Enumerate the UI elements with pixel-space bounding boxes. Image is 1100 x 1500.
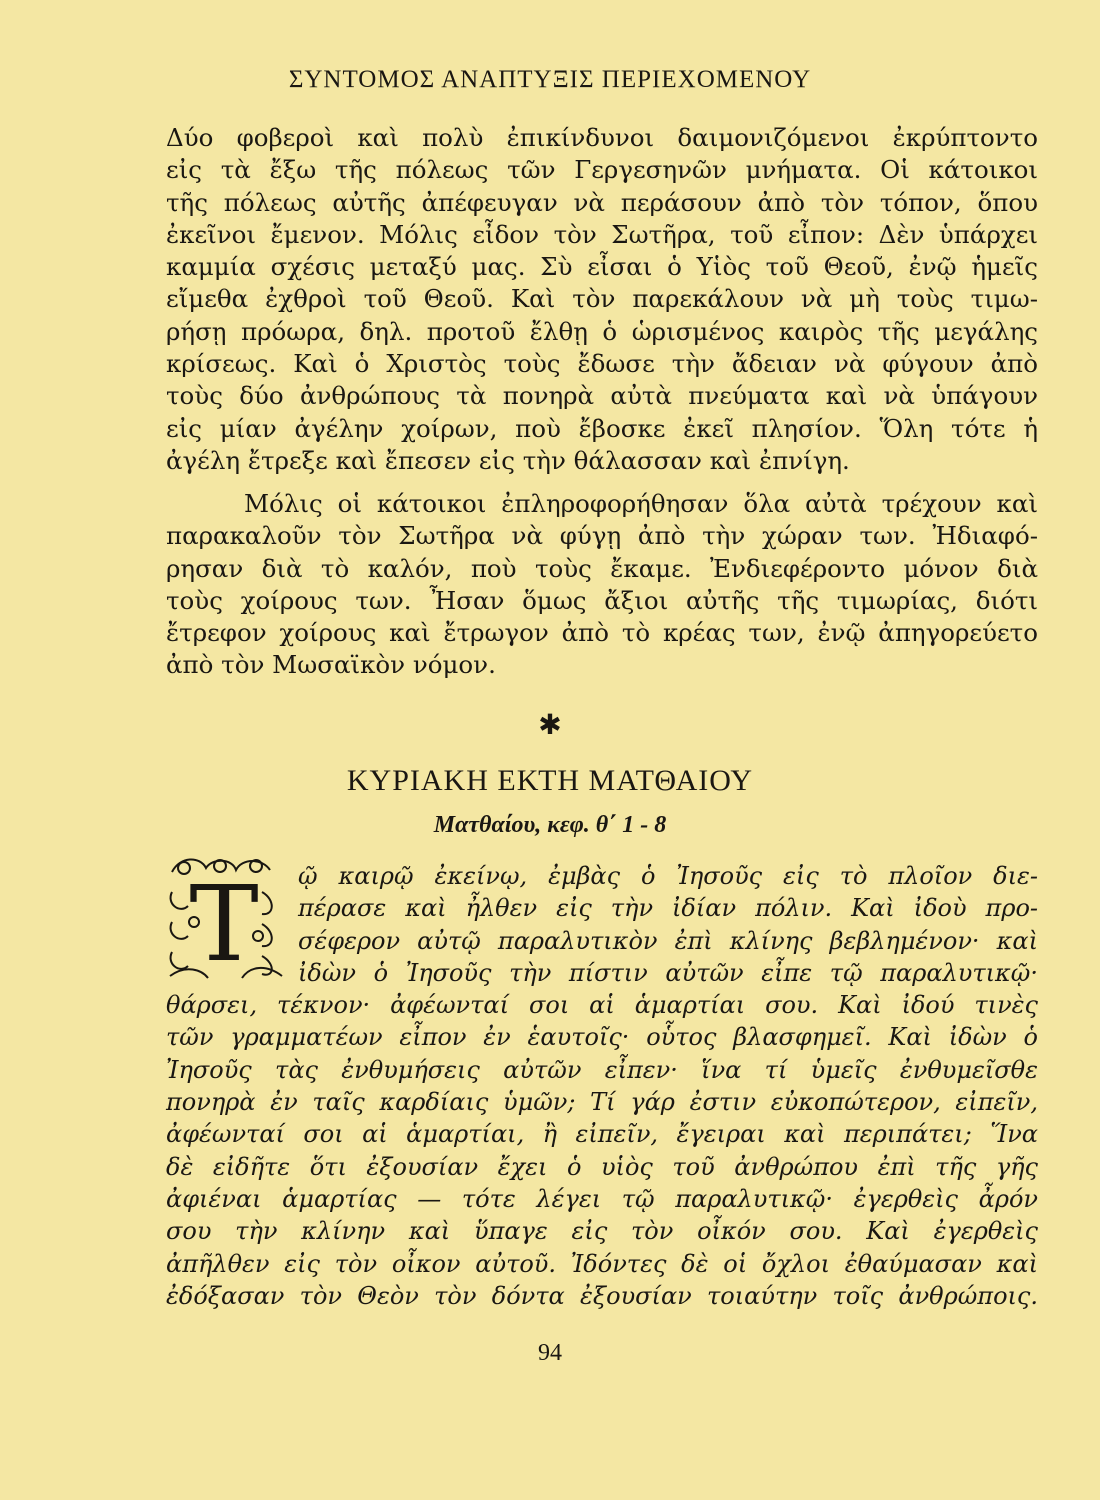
text-line: εἴμεθα ἐχθροὶ τοῦ Θεοῦ. Καὶ τὸν παρεκάλουν νὰ μὴ τοὺς τιμω- <box>166 284 1038 314</box>
text-line: ἀγέλη ἔτρεξε καὶ ἔπεσεν εἰς τὴν θάλασσαν καὶ ἐπνίγη. <box>166 445 850 475</box>
section-title: ΚΥΡΙΑΚΗ ΕΚΤΗ ΜΑΤΘΑΙΟΥ <box>346 764 754 797</box>
text-line: ἔτρεφον χοίρους καὶ ἔτρωγον ἀπὸ τὸ κρέας των, ἐνῷ ἀπηγορεύετο <box>166 618 1038 648</box>
text-line: τῆς πόλεως αὐτῆς ἀπέφευγαν νὰ περάσουν ἀπὸ τὸν τόπον, ὅπου <box>166 187 1038 217</box>
text-line: ρησαν διὰ τὸ καλόν, ποὺ τοὺς ἔκαμε. Ἐνδιεφέροντο μόνον διὰ <box>166 553 1038 583</box>
running-head: ΣΥΝΤΟΜΟΣ ΑΝΑΠΤΥΞΙΣ ΠΕΡΙΕΧΟΜΕΝΟΥ <box>288 66 812 93</box>
text-line: παρακαλοῦν τὸν Σωτῆρα νὰ φύγῃ ἀπὸ τὴν χώραν των. Ἠδιαφό- <box>166 521 1038 551</box>
text-line: ἀφέωνταί σοι αἱ ἁμαρτίαι, ἢ εἰπεῖν, ἔγειραι καὶ περιπάτει; Ἵνα <box>166 1120 1038 1149</box>
page-number: 94 <box>538 1340 562 1366</box>
text-line: πονηρὰ ἐν ταῖς καρδίαις ὑμῶν; Τί γάρ ἐστιν εὐκοπώτερον, εἰπεῖν, <box>166 1088 1038 1117</box>
paragraph-2 <box>166 488 1038 682</box>
text-line: ἰδὼν ὁ Ἰησοῦς τὴν πίστιν αὐτῶν εἶπε τῷ παραλυτικῷ· <box>298 958 1038 987</box>
text-line: ἐδόξασαν τὸν Θεὸν τὸν δόντα ἐξουσίαν τοιαύτην τοῖς ἀνθρώποις. <box>166 1281 1038 1310</box>
text-line: τοὺς χοίρους των. Ἦσαν ὅμως ἄξιοι αὐτῆς τῆς τιμωρίας, διότι <box>166 585 1038 615</box>
text-line: εἰς τὰ ἔξω τῆς πόλεως τῶν Γεργεσηνῶν μνήματα. Οἱ κάτοικοι <box>166 155 1038 185</box>
text-line: Ἰησοῦς τὰς ἐνθυμήσεις αὐτῶν εἶπεν· ἵνα τί ὑμεῖς ἐνθυμεῖσθε <box>166 1055 1038 1084</box>
text-line: θάρσει, τέκνον· ἀφέωνταί σοι αἱ ἁμαρτίαι σου. Καὶ ἰδού τινὲς <box>166 991 1038 1020</box>
text-line: σέφερον αὐτῷ παραλυτικὸν ἐπὶ κλίνης βεβλημένον· καὶ <box>298 926 1038 955</box>
section-separator: ✱ <box>538 708 562 741</box>
text-line: εἰς μίαν ἀγέλην χοίρων, ποὺ ἔβοσκε ἐκεῖ πλησίον. Ὅλη τότε ἡ <box>166 413 1038 443</box>
text-line: ρήσῃ πρόωρα, δηλ. προτοῦ ἔλθῃ ὁ ὡρισμένος καιρὸς τῆς μεγάλης <box>166 316 1038 346</box>
text-line: δὲ εἰδῆτε ὅτι ἐξουσίαν ἔχει ὁ υἱὸς τοῦ ἀνθρώπου ἐπὶ τῆς γῆς <box>166 1152 1038 1181</box>
text-line: ἀφιέναι ἁμαρτίας — τότε λέγει τῷ παραλυτικῷ· ἐγερθεὶς ἆρόν <box>166 1184 1038 1213</box>
text-line: ἀπῆλθεν εἰς τὸν οἶκον αὐτοῦ. Ἰδόντες δὲ οἱ ὄχλοι ἐθαύμασαν καὶ <box>166 1249 1038 1278</box>
text-line: πέρασε καὶ ἦλθεν εἰς τὴν ἰδίαν πόλιν. Καὶ ἰδοὺ προ- <box>298 894 1038 923</box>
text-line: ἀπὸ τὸν Μωσαϊκὸν νόμον. <box>166 650 496 680</box>
ornamental-drop-cap <box>166 852 284 980</box>
scripture-reference: Ματθαίου, κεφ. θ΄ 1 - 8 <box>433 812 667 838</box>
paragraph-1 <box>166 122 1038 477</box>
text-line: Μόλις οἱ κάτοικοι ἐπληροφορήθησαν ὅλα αὐτὰ τρέχουν καὶ <box>244 489 1038 518</box>
text-line: ῷ καιρῷ ἐκείνῳ, ἐμβὰς ὁ Ἰησοῦς εἰς τὸ πλοῖον διε- <box>298 862 1038 890</box>
text-line: κρίσεως. Καὶ ὁ Χριστὸς τοὺς ἔδωσε τὴν ἄδειαν νὰ φύγουν ἀπὸ <box>166 349 1038 379</box>
drop-cap-letter: Τ <box>189 863 259 980</box>
text-line: τῶν γραμματέων εἶπον ἐν ἑαυτοῖς· οὗτος βλασφημεῖ. Καὶ ἰδὼν ὁ <box>166 1023 1038 1052</box>
text-line: τοὺς δύο ἀνθρώπους τὰ πονηρὰ αὐτὰ πνεύματα καὶ νὰ ὑπάγουν <box>166 381 1038 411</box>
text-line: καμμία σχέσις μεταξύ μας. Σὺ εἶσαι ὁ Υἱὸς τοῦ Θεοῦ, ἐνῷ ἡμεῖς <box>166 252 1038 282</box>
text-line: ἐκεῖνοι ἔμενον. Μόλις εἶδον τὸν Σωτῆρα, τοῦ εἶπον: Δὲν ὑπάρχει <box>166 219 1038 249</box>
text-line: σου τὴν κλίνην καὶ ὕπαγε εἰς τὸν οἶκόν σου. Καὶ ἐγερθεὶς <box>166 1217 1038 1246</box>
gospel-reading <box>166 860 1038 1312</box>
text-line: Δύο φοβεροὶ καὶ πολὺ ἐπικίνδυνοι δαιμονιζόμενοι ἐκρύπτοντο <box>166 123 1038 152</box>
